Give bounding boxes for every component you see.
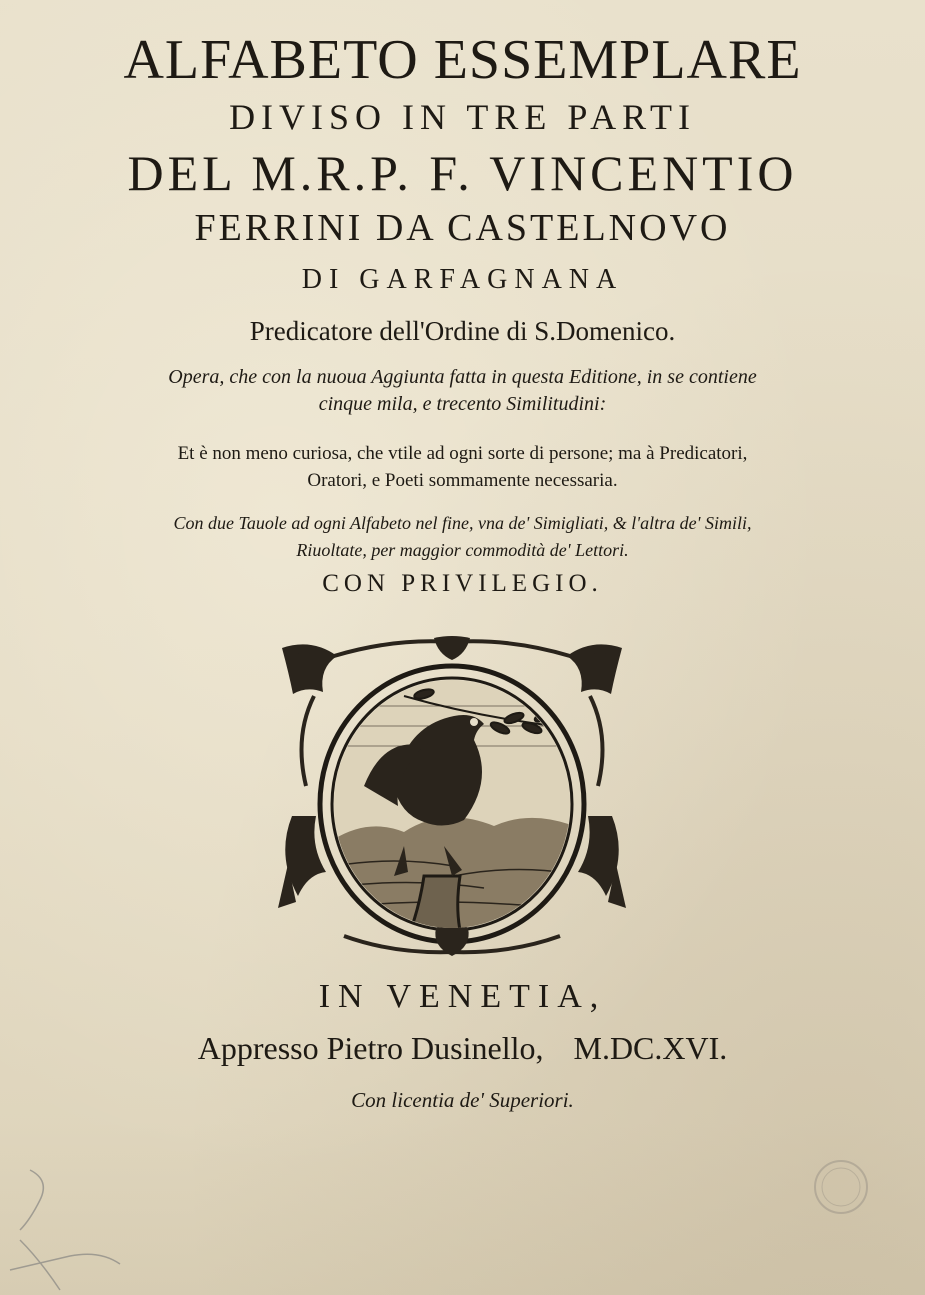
description-block — [0, 364, 925, 418]
imprint-line — [0, 1030, 925, 1067]
title-line-4: FERRINI DA CASTELNOVO — [194, 207, 731, 249]
pencil-mark-icon — [0, 1150, 140, 1295]
title-line-2: DIVISO IN TRE PARTI — [229, 97, 696, 137]
license-line: Con licentia de' Superiori. — [351, 1088, 574, 1112]
title-line-3: DEL M.R.P. F. VINCENTIO — [127, 145, 798, 201]
description-line-1: Opera, che con la nuoua Aggiunta fatta in questa Editione, in se contiene — [168, 366, 757, 388]
audience-block — [0, 440, 925, 494]
title-line-5: DI GARFAGNANA — [301, 264, 624, 295]
author-role: Predicatore dell'Ordine di S.Domenico. — [249, 316, 676, 346]
audience-line-1: Et è non meno curiosa, che vtile ad ogni sorte di persone; ma à Predicatori, — [177, 443, 748, 464]
printer-name: Appresso Pietro Dusinello, — [197, 1030, 544, 1066]
privilege-line: CON PRIVILEGIO. — [322, 570, 603, 597]
title-line-1: ALFABETO ESSEMPLARE — [123, 29, 802, 91]
tables-block — [0, 510, 925, 564]
publication-year: M.DC.XVI. — [573, 1030, 728, 1066]
printer-device-eagle-olive-branch-icon — [274, 636, 630, 956]
library-stamp-icon — [812, 1158, 870, 1216]
tables-line-1: Con due Tauole ad ogni Alfabeto nel fine, vna de' Simigliati, & l'altra de' Simili, — [173, 513, 752, 533]
place-line: IN VENETIA, — [318, 978, 607, 1015]
tables-line-2: Riuoltate, per maggior commodità de' Lettori. — [296, 540, 629, 560]
description-line-2: cinque mila, e trecento Similitudini: — [318, 393, 607, 415]
audience-line-2: Oratori, e Poeti sommamente necessaria. — [307, 470, 618, 491]
